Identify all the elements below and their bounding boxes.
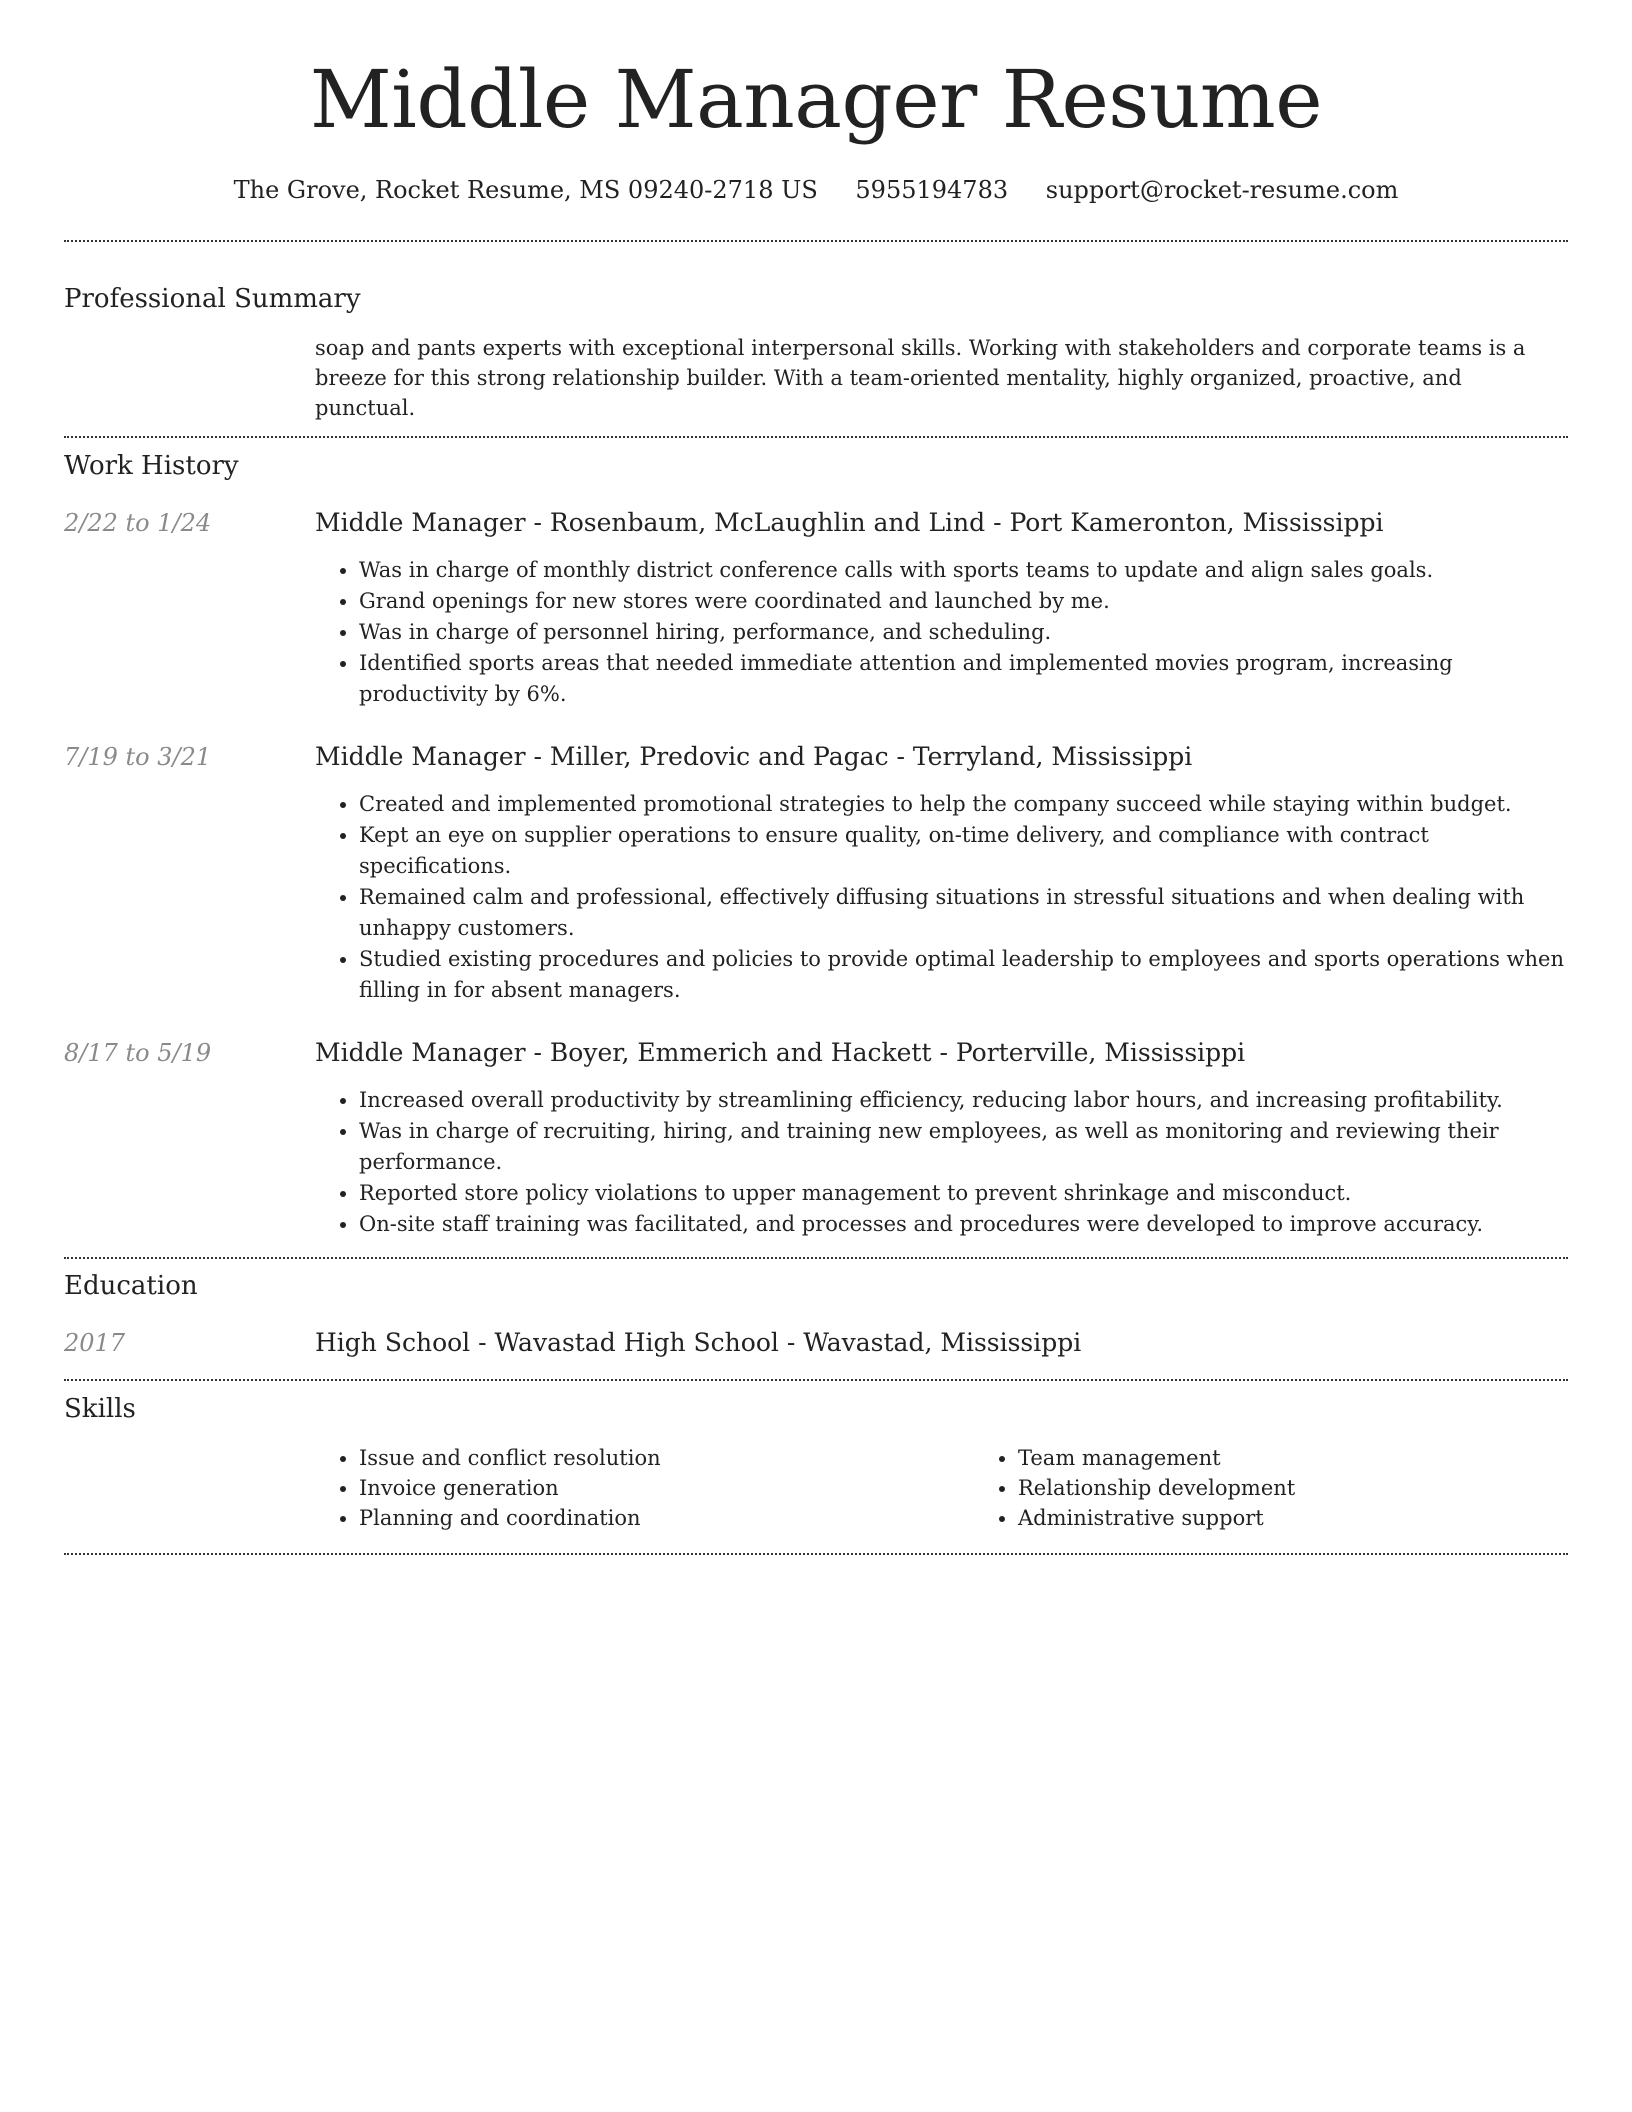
summary-heading: Professional Summary <box>64 284 361 314</box>
job-entry <box>64 1037 1568 1240</box>
job-bullets <box>315 1085 1568 1240</box>
resume-page <box>64 0 1568 1555</box>
job-bullet: • Identified sports areas that needed immediate attention and implemented movies program, increasing productivity by 6%. <box>359 648 1568 710</box>
job-bullet: • Created and implemented promotional strategies to help the company succeed while staying within budget. <box>359 789 1568 820</box>
divider <box>64 1553 1568 1555</box>
job-entry <box>64 741 1568 1006</box>
job-bullet: • Was in charge of monthly district conference calls with sports teams to update and align sales goals. <box>359 555 1568 586</box>
job-title: Middle Manager - Rosenbaum, McLaughlin and Lind - Port Kameronton, Mississippi <box>315 508 1384 537</box>
job-entry <box>64 507 1568 710</box>
job-bullets <box>315 789 1568 1006</box>
skill-item: • Planning and coordination <box>359 1503 974 1533</box>
skill-item: • Relationship development <box>1018 1473 1632 1503</box>
job-bullet: • Kept an eye on supplier operations to ensure quality, on-time delivery, and compliance with contract specifications. <box>359 820 1568 882</box>
contact-email: support@rocket-resume.com <box>1045 176 1399 204</box>
skills-section <box>64 1381 1568 1533</box>
job-bullet: • Remained calm and professional, effectively diffusing situations in stressful situations and when dealing with unhappy customers. <box>359 882 1568 944</box>
job-bullet: • Was in charge of personnel hiring, performance, and scheduling. <box>359 617 1568 648</box>
education-year: 2017 <box>64 1329 126 1357</box>
education-heading: Education <box>64 1271 198 1301</box>
job-title: Middle Manager - Miller, Predovic and Pagac - Terryland, Mississippi <box>315 742 1193 771</box>
contact-line <box>64 174 1568 206</box>
skill-item: • Issue and conflict resolution <box>359 1443 974 1473</box>
job-bullet: • Reported store policy violations to upper management to prevent shrinkage and misconduct. <box>359 1178 1568 1209</box>
skills-column-left <box>315 1443 974 1533</box>
contact-address: The Grove, Rocket Resume, MS 09240-2718 US <box>233 176 818 204</box>
skill-item: • Invoice generation <box>359 1473 974 1503</box>
skills-heading: Skills <box>64 1394 136 1424</box>
summary-section <box>64 242 1568 423</box>
skill-item: • Administrative support <box>1018 1503 1632 1533</box>
education-entry <box>64 1327 1568 1359</box>
job-bullet: • Studied existing procedures and policies to provide optimal leadership to employees and sports operations when filling in for absent managers. <box>359 944 1568 1006</box>
job-dates: 7/19 to 3/21 <box>64 743 212 771</box>
skill-item: • Team management <box>1018 1443 1632 1473</box>
summary-text: soap and pants experts with exceptional interpersonal skills. Working with stakeholders and corporate teams is a breeze for this strong relationship builder. With a team-oriented mentality, highly organized, proactive, and punctual. <box>315 336 1526 420</box>
job-bullet: • Grand openings for new stores were coordinated and launched by me. <box>359 586 1568 617</box>
job-dates: 8/17 to 5/19 <box>64 1039 212 1067</box>
resume-title: Middle Manager Resume <box>309 53 1323 146</box>
work-history-heading: Work History <box>64 451 239 481</box>
job-bullet: • Increased overall productivity by streamlining efficiency, reducing labor hours, and increasing profitability. <box>359 1085 1568 1116</box>
job-bullet: • On-site staff training was facilitated, and processes and procedures were developed to improve accuracy. <box>359 1209 1568 1240</box>
contact-phone: 5955194783 <box>855 176 1009 204</box>
job-title: Middle Manager - Boyer, Emmerich and Hackett - Porterville, Mississippi <box>315 1038 1246 1067</box>
education-section <box>64 1259 1568 1359</box>
skills-list <box>315 1443 1568 1533</box>
job-dates: 2/22 to 1/24 <box>64 509 212 537</box>
skills-column-right <box>974 1443 1632 1533</box>
work-history-section <box>64 438 1568 1240</box>
job-bullets <box>315 555 1568 710</box>
job-bullet: • Was in charge of recruiting, hiring, and training new employees, as well as monitoring and reviewing their performance. <box>359 1116 1568 1178</box>
education-text: High School - Wavastad High School - Wavastad, Mississippi <box>315 1328 1082 1357</box>
